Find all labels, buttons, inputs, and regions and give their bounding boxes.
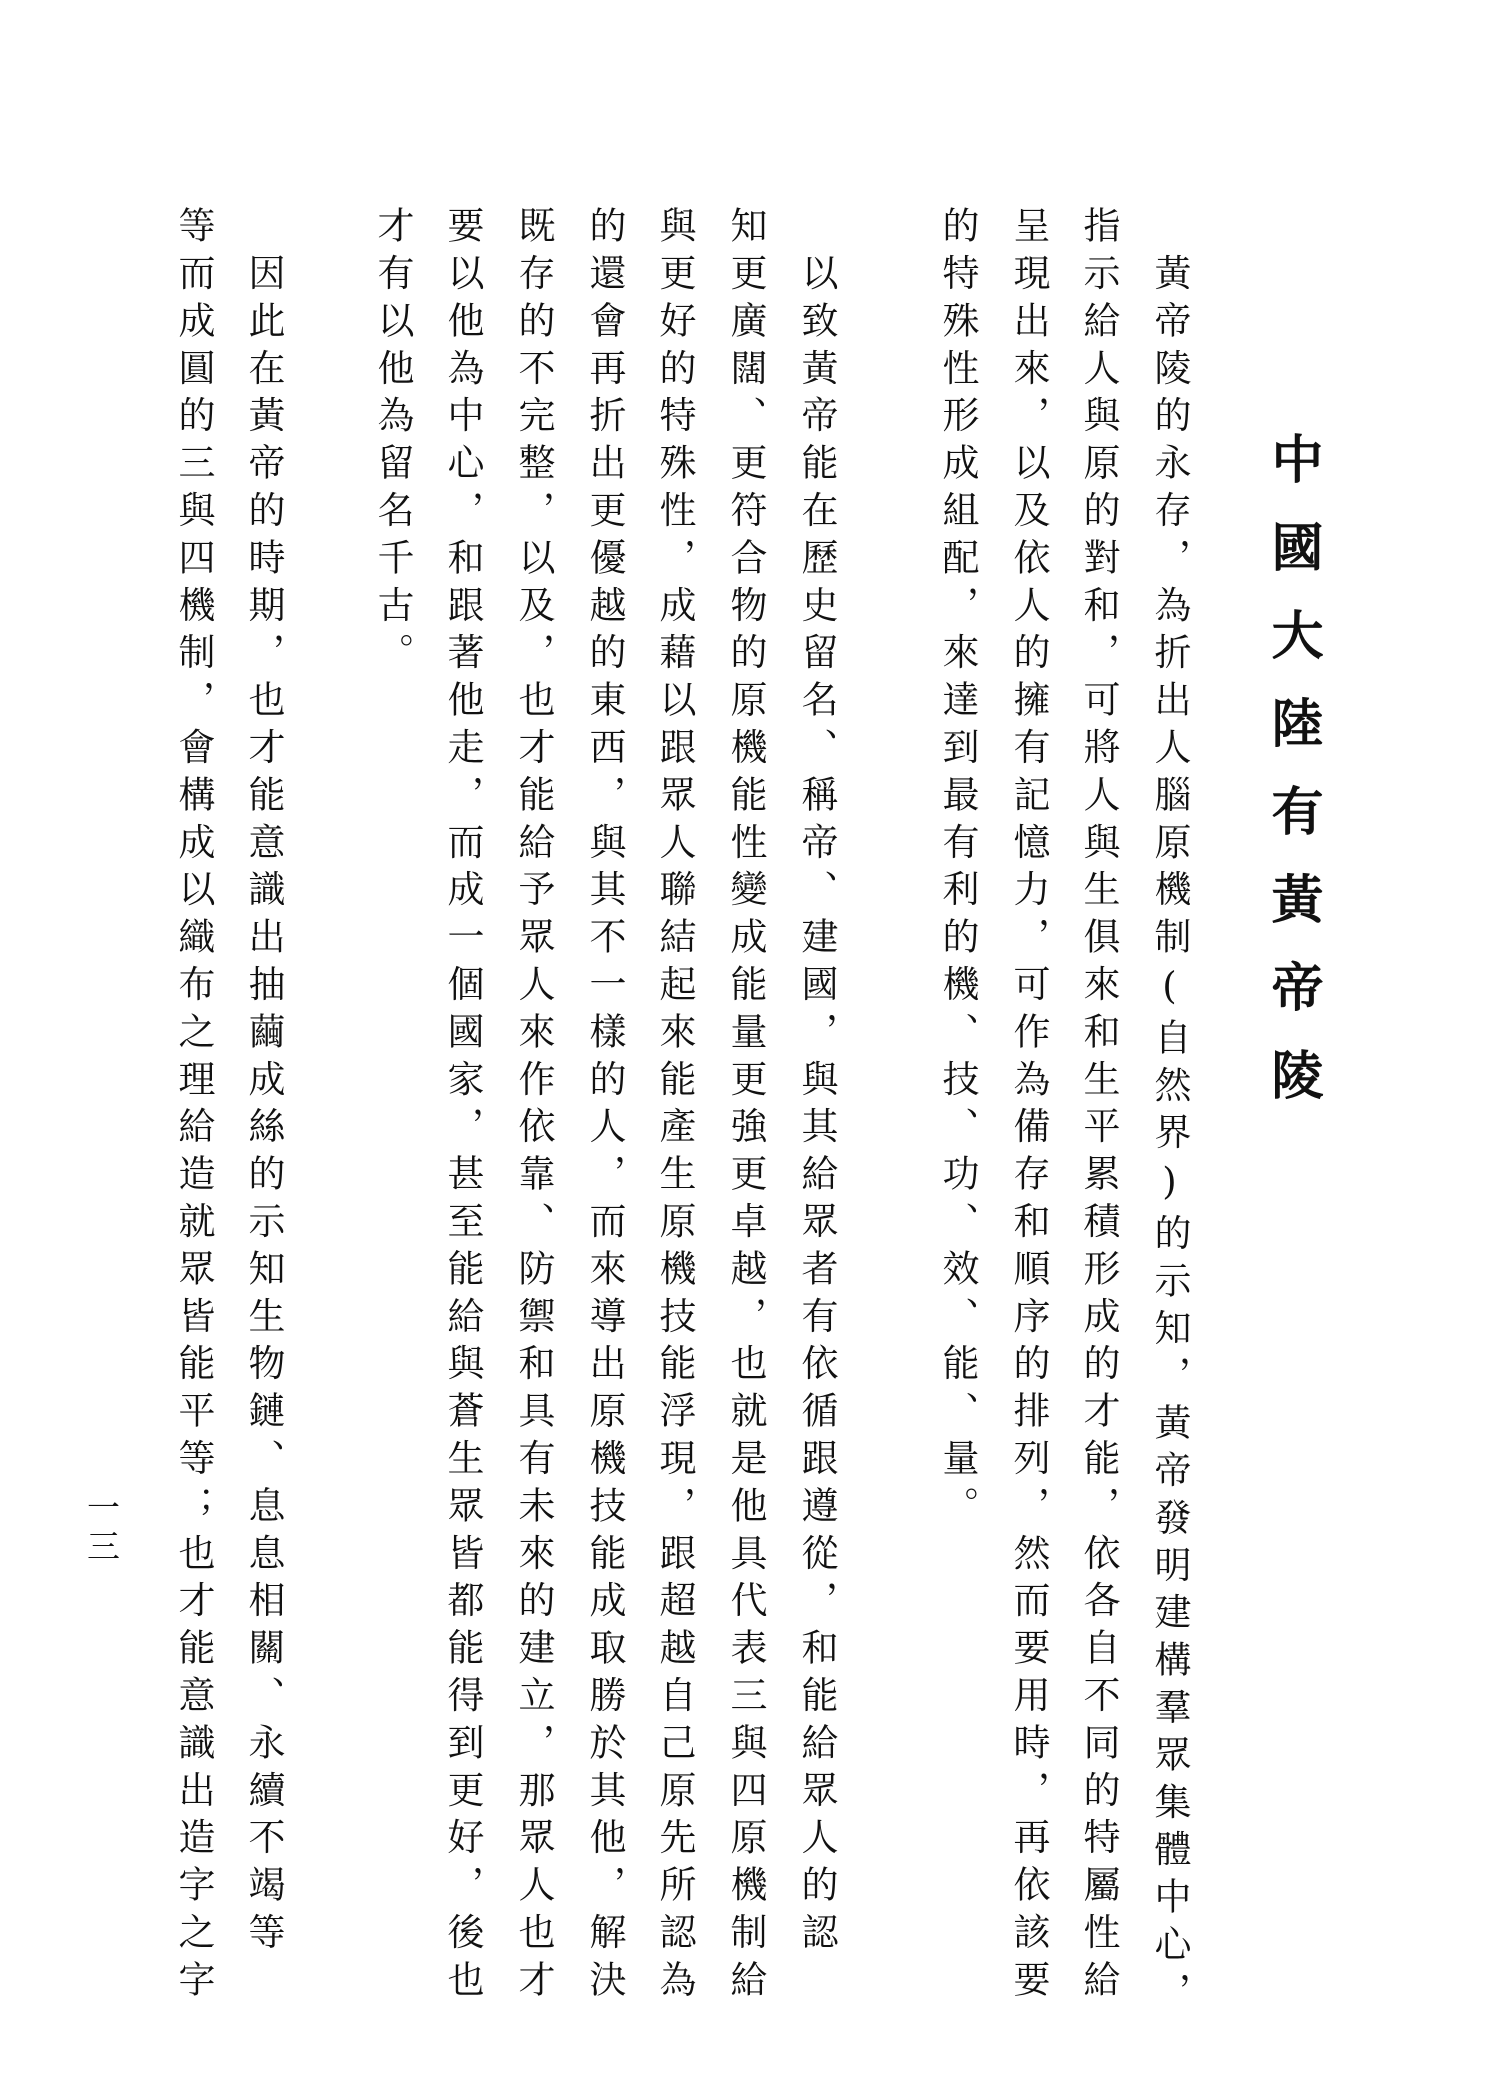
text-column: 的特殊性形成組配，來達到最有利的機、技、功、效、能、量。 — [936, 206, 979, 1534]
text-column: 才有以他為留名千古。 — [371, 206, 414, 680]
text-column: 黃帝陵的永存，為折出人腦原機制(自然界)的示知，黃帝發明建構羣眾集體中心， — [1148, 206, 1191, 2020]
text-column: 因此在黃帝的時期，也才能意識出抽繭成絲的示知生物鏈、息息相關、永續不竭等 — [242, 206, 285, 1960]
text-column: 的還會再折出更優越的東西，與其不一樣的人，而來導出原機技能成取勝於其他，解決 — [583, 206, 626, 2008]
text-column: 與更好的特殊性，成藉以跟眾人聯結起來能產生原機技能浮現，跟超越自己原先所認為 — [653, 206, 696, 2008]
text-column: 既存的不完整，以及，也才能給予眾人來作依靠、防禦和具有未來的建立，那眾人也才 — [512, 206, 555, 2008]
page-title: 中國大陸有黃帝陵 — [1262, 432, 1322, 1136]
page-number: 一三 — [82, 1490, 121, 1568]
text-column: 等而成圓的三與四機制，會構成以織布之理給造就眾皆能平等；也才能意識出造字之字 — [172, 206, 215, 2008]
text-column: 以致黃帝能在歷史留名、稱帝、建國，與其給眾者有依循跟遵從，和能給眾人的認 — [795, 206, 838, 1960]
text-column: 指示給人與原的對和，可將人與生俱來和生平累積形成的才能，依各自不同的特屬性給 — [1077, 206, 1120, 2008]
text-column: 知更廣闊、更符合物的原機能性變成能量更強更卓越，也就是他具代表三與四原機制給 — [724, 206, 767, 2008]
text-column: 呈現出來，以及依人的擁有記憶力，可作為備存和順序的排列，然而要用時，再依該要 — [1007, 206, 1050, 2008]
text-column: 要以他為中心，和跟著他走，而成一個國家，甚至能給與蒼生眾皆都能得到更好，後也 — [441, 206, 484, 2008]
